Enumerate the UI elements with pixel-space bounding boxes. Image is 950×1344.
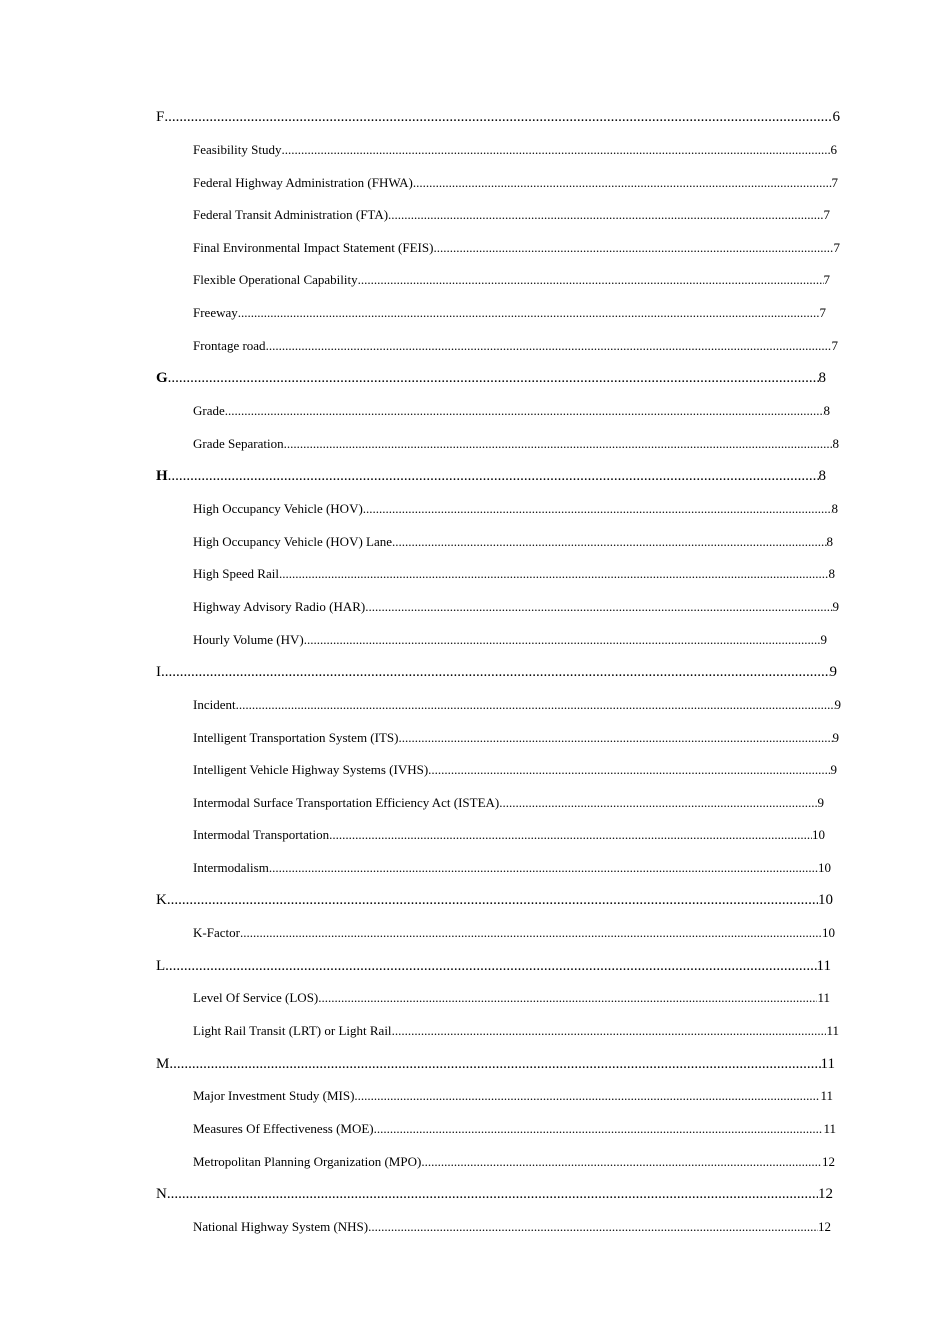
toc-page-number: 10: [818, 860, 831, 875]
toc-label: K: [156, 892, 167, 908]
dot-leader: [161, 664, 830, 681]
toc-page-number: 7: [831, 338, 838, 353]
toc-page-number: 7: [833, 240, 840, 255]
toc-entry[interactable]: [193, 1219, 831, 1237]
dot-leader: [165, 958, 816, 975]
toc-section-l[interactable]: [156, 958, 831, 978]
dot-leader: [329, 827, 812, 843]
toc-page-number: 11: [820, 1088, 833, 1103]
toc-entry[interactable]: [193, 1154, 835, 1172]
dot-leader: [304, 632, 821, 648]
dot-leader: [368, 1219, 818, 1235]
toc-label: Highway Advisory Radio (HAR): [193, 599, 366, 614]
dot-leader: [428, 762, 830, 778]
toc-page-number: 7: [831, 175, 838, 190]
dot-leader: [169, 1056, 820, 1073]
dot-leader: [164, 109, 832, 126]
toc-label: Major Investment Study (MIS): [193, 1088, 355, 1103]
toc-section-m[interactable]: [156, 1056, 835, 1076]
toc-page-number: 11: [816, 958, 831, 974]
toc-label: I: [156, 664, 161, 680]
toc-label: Intelligent Transportation System (ITS): [193, 730, 399, 745]
dot-leader: [236, 697, 835, 713]
toc-label: K-Factor: [193, 925, 240, 940]
toc-entry[interactable]: [193, 632, 827, 650]
toc-page-number: 12: [818, 1219, 831, 1234]
dot-leader: [281, 142, 830, 158]
toc-entry[interactable]: [193, 860, 831, 878]
dot-leader: [392, 534, 826, 550]
toc-page-number: 9: [834, 697, 841, 712]
toc-label: H: [156, 468, 168, 484]
dot-leader: [392, 1023, 827, 1039]
toc-page-number: 10: [822, 925, 835, 940]
toc-label: Intermodalism: [193, 860, 269, 875]
toc-page-number: 8: [818, 370, 826, 386]
toc-page-number: 6: [830, 142, 837, 157]
toc-label: High Speed Rail: [193, 566, 279, 581]
dot-leader: [167, 1186, 818, 1203]
toc-entry[interactable]: [193, 175, 838, 193]
toc-entry[interactable]: [193, 272, 830, 290]
toc-label: Hourly Volume (HV): [193, 632, 304, 647]
toc-page-number: 10: [812, 827, 825, 842]
toc-label: High Occupancy Vehicle (HOV) Lane: [193, 534, 393, 549]
toc-page-number: 11: [826, 1023, 839, 1038]
toc-entry[interactable]: [193, 142, 837, 160]
toc-label: M: [156, 1056, 170, 1072]
toc-entry[interactable]: [193, 305, 826, 323]
toc-entry[interactable]: [193, 501, 838, 519]
toc-label: Final Environmental Impact Statement (FEIS): [193, 240, 434, 255]
toc-page-number: 9: [820, 632, 827, 647]
toc-label: G: [156, 370, 168, 386]
toc-page-number: 10: [818, 892, 833, 908]
dot-leader: [318, 990, 817, 1006]
dot-leader: [238, 305, 820, 321]
toc-entry[interactable]: [193, 566, 835, 584]
toc-section-f[interactable]: [156, 109, 840, 129]
dot-leader: [168, 468, 819, 485]
toc-label: Incident: [193, 697, 236, 712]
dot-leader: [266, 338, 832, 354]
toc-entry[interactable]: [193, 534, 833, 552]
toc-label: Grade Separation: [193, 436, 284, 451]
toc-page-number: 11: [817, 990, 830, 1005]
toc-label: N: [156, 1186, 167, 1202]
toc-page-number: 8: [831, 501, 838, 516]
toc-page-number: 12: [822, 1154, 835, 1169]
toc-label: Metropolitan Planning Organization (MPO): [193, 1154, 422, 1169]
toc-entry[interactable]: [193, 990, 830, 1008]
dot-leader: [413, 175, 832, 191]
toc-page-number: 9: [832, 599, 839, 614]
toc-label: F: [156, 109, 165, 125]
toc-label: Intelligent Vehicle Highway Systems (IVHS): [193, 762, 429, 777]
dot-leader: [284, 436, 833, 452]
toc-entry[interactable]: [193, 207, 830, 225]
toc-label: Flexible Operational Capability: [193, 272, 358, 287]
toc-label: Federal Highway Administration (FHWA): [193, 175, 413, 190]
toc-page-number: 8: [828, 566, 835, 581]
toc-label: National Highway System (NHS): [193, 1219, 369, 1234]
toc-section-i[interactable]: [156, 664, 837, 684]
dot-leader: [365, 599, 832, 615]
toc-section-h[interactable]: [156, 468, 826, 488]
dot-leader: [225, 403, 824, 419]
toc-label: Frontage road: [193, 338, 266, 353]
dot-leader: [421, 1154, 822, 1170]
toc-page-number: 7: [819, 305, 826, 320]
toc-entry[interactable]: [193, 436, 839, 454]
toc-page-number: 8: [823, 403, 830, 418]
toc-page-number: 7: [823, 207, 830, 222]
toc-page-number: 9: [817, 795, 824, 810]
toc-entry[interactable]: [193, 1023, 839, 1041]
toc-page-number: 9: [830, 762, 837, 777]
toc-label: Intermodal Transportation: [193, 827, 330, 842]
dot-leader: [168, 370, 819, 387]
toc-page-number: 11: [823, 1121, 836, 1136]
dot-leader: [499, 795, 817, 811]
toc-page-number: 6: [832, 109, 840, 125]
toc-label: Feasibility Study: [193, 142, 282, 157]
toc-entry[interactable]: [193, 1088, 833, 1106]
dot-leader: [269, 860, 818, 876]
toc-label: Intermodal Surface Transportation Efficiency Act (ISTEA): [193, 795, 500, 810]
dot-leader: [433, 240, 833, 256]
toc-entry[interactable]: [193, 599, 839, 617]
toc-page-number: 8: [826, 534, 833, 549]
toc-entry[interactable]: [193, 240, 840, 258]
toc-label: Freeway: [193, 305, 238, 320]
toc-entry[interactable]: [193, 730, 839, 748]
toc-page-number: 8: [832, 436, 839, 451]
toc-page-number: 9: [829, 664, 837, 680]
toc-entry[interactable]: [193, 403, 830, 421]
toc-page-number: 11: [820, 1056, 835, 1072]
toc-page-number: 12: [818, 1186, 833, 1202]
toc-page-number: 8: [818, 468, 826, 484]
toc-label: L: [156, 958, 166, 974]
dot-leader: [388, 207, 823, 223]
toc-entry[interactable]: [193, 697, 841, 715]
dot-leader: [167, 892, 818, 909]
toc-label: Measures Of Effectiveness (MOE): [193, 1121, 374, 1136]
toc-section-n[interactable]: [156, 1186, 833, 1206]
toc-section-g[interactable]: [156, 370, 826, 390]
toc-section-k[interactable]: [156, 892, 833, 912]
toc-entry[interactable]: [193, 338, 838, 356]
dot-leader: [240, 925, 822, 941]
dot-leader: [354, 1088, 820, 1104]
toc-entry[interactable]: [193, 762, 837, 780]
toc-label: Level Of Service (LOS): [193, 990, 319, 1005]
toc-entry[interactable]: [193, 1121, 836, 1139]
toc-label: High Occupancy Vehicle (HOV): [193, 501, 363, 516]
dot-leader: [279, 566, 829, 582]
toc-label: Federal Transit Administration (FTA): [193, 207, 389, 222]
toc-entry[interactable]: [193, 795, 824, 813]
dot-leader: [363, 501, 832, 517]
toc-page-number: 7: [823, 272, 830, 287]
toc-label: Light Rail Transit (LRT) or Light Rail: [193, 1023, 392, 1038]
dot-leader: [374, 1121, 824, 1137]
toc-page-number: 9: [832, 730, 839, 745]
dot-leader: [358, 272, 824, 288]
dot-leader: [398, 730, 832, 746]
toc-entry[interactable]: [193, 827, 825, 845]
toc-label: Grade: [193, 403, 225, 418]
toc-entry[interactable]: [193, 925, 835, 943]
